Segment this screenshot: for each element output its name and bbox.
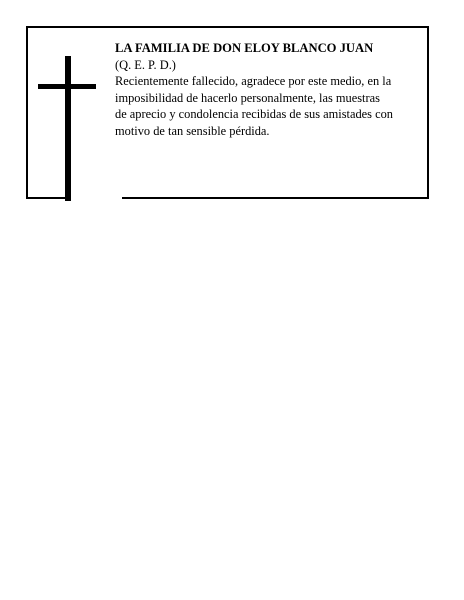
notice-title: LA FAMILIA DE DON ELOY BLANCO JUAN bbox=[115, 41, 374, 55]
cross-horizontal-bar bbox=[38, 84, 96, 89]
notice-message bbox=[115, 73, 425, 139]
notice-qepd: (Q. E. P. D.) bbox=[115, 57, 176, 72]
obituary-notice bbox=[26, 26, 429, 199]
message-line: Recientemente fallecido, agradece por este medio, en la bbox=[115, 74, 392, 88]
message-line: de aprecio y condolencia recibidas de sus amistades con bbox=[115, 107, 393, 121]
message-line: imposibilidad de hacerlo personalmente, las muestras bbox=[115, 90, 380, 105]
border-gap bbox=[66, 195, 122, 199]
cross-vertical-bar bbox=[65, 56, 71, 201]
notice-text bbox=[115, 40, 425, 139]
message-line: motivo de tan sensible pérdida. bbox=[115, 123, 270, 138]
